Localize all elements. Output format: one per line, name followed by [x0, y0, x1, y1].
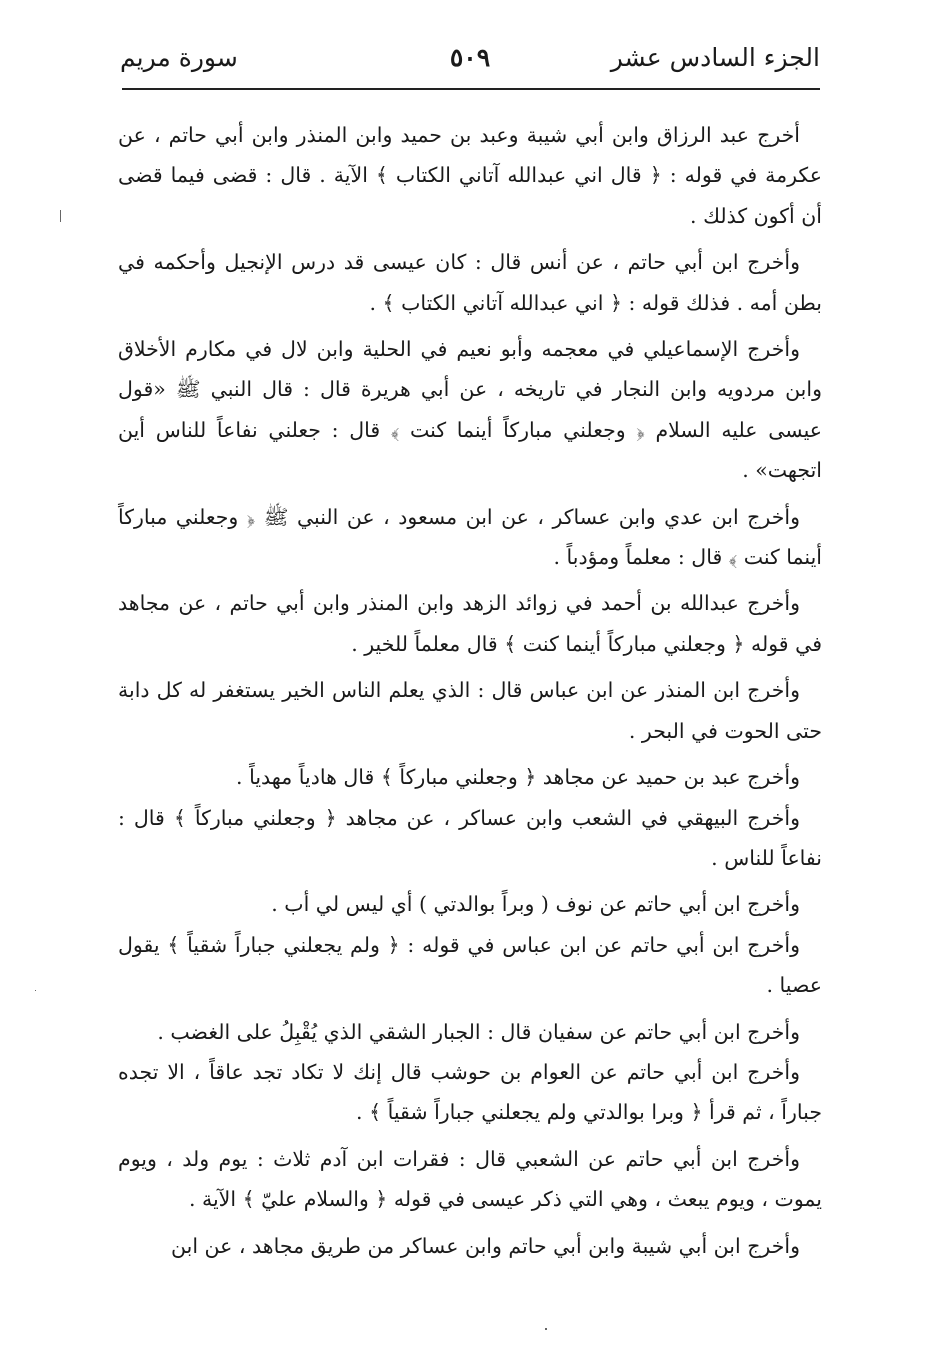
- paragraph: وأخرج ابن أبي حاتم عن نوف ( وبراً بوالدتي ) أي ليس لي أب .: [271, 892, 800, 917]
- paragraph: وأخرج ابن أبي حاتم عن سفيان قال : الجبار الشقي الذي يُقْبِلُ على الغضب .: [157, 1019, 800, 1044]
- body-text: [118, 115, 822, 1266]
- paragraph: وأخرج عبدالله بن أحمد في زوائد الزهد وابن المنذر وابن أبي حاتم ، عن مجاهد في قوله ﴿ وجعلني مباركاً أينما كنت ﴾ قال معلماً للخير .: [118, 591, 822, 656]
- paragraph: وأخرج ابن أبي حاتم عن ابن عباس في قوله : ﴿ ولم يجعلني جباراً شقياً ﴾ يقول عصيا .: [118, 932, 822, 998]
- scan-speck: [35, 990, 36, 991]
- paragraph: أخرج عبد الرزاق وابن أبي شيبة وعبد بن حميد وابن المنذر وابن أبي حاتم ، عن عكرمة في قوله : ﴿ قال اني عبدالله آتاني الكتاب ﴾ الآية . قال : قضى فيما قضى أن أكون كذلك .: [118, 123, 822, 228]
- paragraph: وأخرج ابن عدي وابن عساكر ، عن ابن مسعود ، عن النبي ﷺ ﴿ وجعلني مباركاً أينما كنت ﴾ قال : معلماً ومؤدباً .: [118, 504, 822, 570]
- paragraph: وأخرج عبد بن حميد عن مجاهد ﴿ وجعلني مباركاً ﴾ قال هادياً مهدياً .: [236, 765, 800, 790]
- paragraph: وأخرج ابن المنذر عن ابن عباس قال : الذي يعلم الناس الخير يستغفر له كل دابة حتى الحوت في البحر .: [118, 678, 822, 743]
- paragraph: وأخرج ابن أبي حاتم عن العوام بن حوشب قال إنك لا تكاد تجد عاقاً ، الا تجده جباراً ، ثم قرأ ﴿ وبرا بوالدتي ولم يجعلني جباراً شقياً ﴾ .: [118, 1059, 822, 1125]
- paragraph: وأخرج ابن أبي حاتم عن الشعبي قال : فقرات ابن آدم ثلاث : يوم ولد ، ويوم يموت ، ويوم يبعث ، وهي التي ذكر عيسى في قوله ﴿ والسلام عليّ ﴾ الآية .: [118, 1146, 822, 1212]
- paragraph: وأخرج البيهقي في الشعب وابن عساكر ، عن مجاهد ﴿ وجعلني مباركاً ﴾ قال : نفاعاً للناس .: [118, 805, 822, 870]
- running-header: [120, 38, 820, 78]
- paragraph: وأخرج ابن أبي شيبة وابن أبي حاتم وابن عساكر من طريق مجاهد ، عن ابن: [171, 1233, 800, 1258]
- volume-title: الجزء السادس عشر: [610, 43, 820, 72]
- scan-speck: [545, 1328, 547, 1330]
- paragraph: وأخرج الإسماعيلي في معجمه وأبو نعيم في الحلية وابن لال في مكارم الأخلاق وابن مردويه وابن النجار في تاريخه ، عن أبي هريرة قال : قال النبي ﷺ «قول عيسى عليه السلام ﴿ وجعلني مباركاً أينما كنت ﴾ قال : جعلني نفاعاً للناس أين اتجهت» .: [118, 337, 822, 483]
- scan-speck: [60, 210, 61, 222]
- header-rule: [122, 88, 820, 90]
- surah-title: سورة مريم: [120, 43, 238, 72]
- page-number: ٥٠٩: [449, 43, 491, 72]
- paragraph: وأخرج ابن أبي حاتم ، عن أنس قال : كان عيسى قد درس الإنجيل وأحكمه في بطن أمه . فذلك قوله : ﴿ اني عبدالله آتاني الكتاب ﴾ .: [118, 250, 822, 315]
